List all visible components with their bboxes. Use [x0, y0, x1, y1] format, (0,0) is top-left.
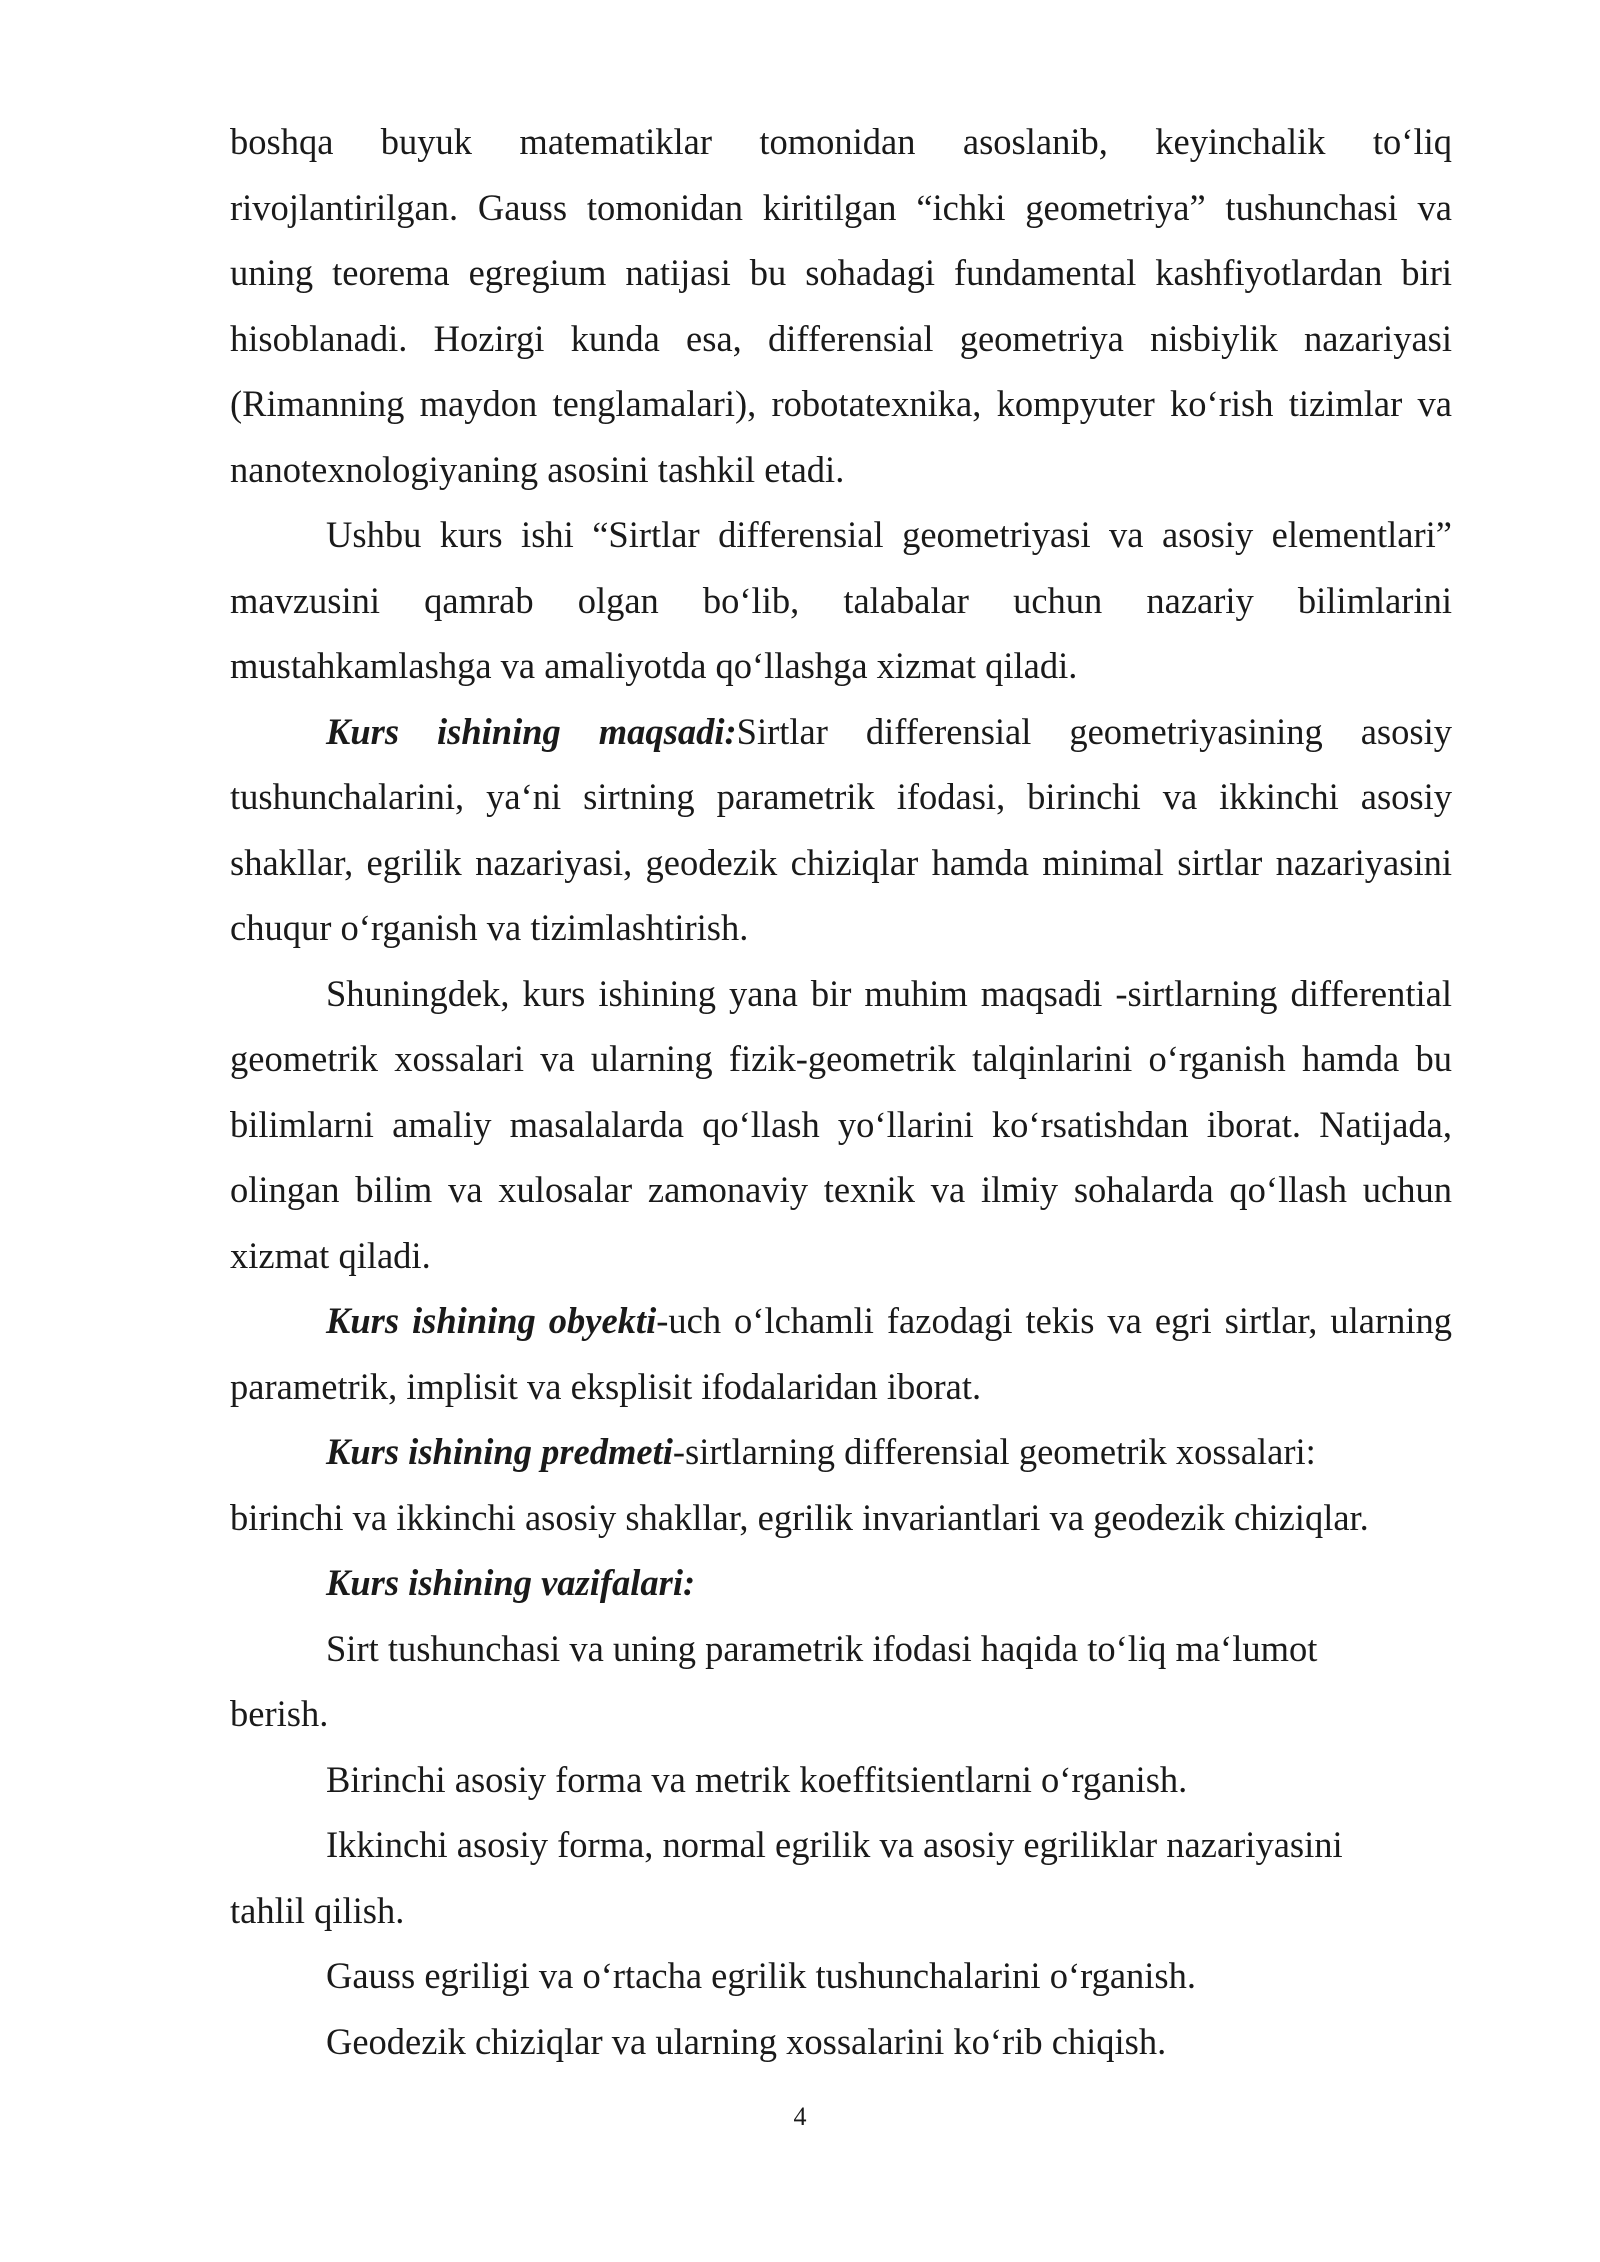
task-item-3: Ikkinchi asosiy forma, normal egrilik va asosiy egriliklar nazariyasini [326, 1824, 1343, 1865]
document-page [230, 109, 1452, 2074]
page-number: 4 [793, 2102, 807, 2131]
text-course-subject: -sirtlarning differensial geometrik xossalari: [672, 1431, 1316, 1472]
task-item-5: Geodezik chiziqlar va ularning xossalarini ko‘rib chiqish. [326, 2020, 1167, 2062]
paragraph-course-subject [230, 1419, 1452, 1485]
text-course-goal: Sirtlar differensial geometriyasining asosiy tushunchalarini, ya‘ni sirtning parametrik ifodasi, birinchi va ikkinchi asosiy shakllar, egrilik nazariyasi, geodezik chiziqlar hamda minimal sirtlar nazariyasini chuqur o‘rganish va tizimlashtirish. [230, 710, 1452, 948]
paragraph-course-subject-cont: birinchi va ikkinchi asosiy shakllar, egrilik invariantlari va geodezik chiziqlar. [230, 1496, 1369, 1538]
paragraph-gauss-history: boshqa buyuk matematiklar tomonidan asoslanib, keyinchalik to‘liq rivojlantirilgan. Gauss tomonidan kiritilgan “ichki geometriya” tushunchasi va uning teorema egregium natijasi bu sohadagi fundamental kashfiyotlardan biri hisoblanadi. Hozirgi kunda esa, differensial geometriya nisbiylik nazariyasi (Rimanning maydon tenglamalari), robotatexnika, kompyuter ko‘rish tizimlar va nanotexnologiyaning asosini tashkil etadi. [230, 121, 1452, 490]
task-item-2: Birinchi asosiy forma va metrik koeffitsientlarni o‘rganish. [326, 1758, 1188, 1800]
paragraph-course-topic: Ushbu kurs ishi “Sirtlar differensial geometriyasi va asosiy elementlari” mavzusini qamrab olgan bo‘lib, talabalar uchun nazariy bilimlarini mustahkamlashga va amaliyotda qo‘llashga xizmat qiladi. [230, 514, 1452, 686]
task-item-4: Gauss egriligi va o‘rtacha egrilik tushunchalarini o‘rganish. [326, 1955, 1197, 1996]
paragraph-course-object [230, 1288, 1452, 1419]
heading-course-subject: Kurs ishining predmeti [326, 1431, 673, 1472]
paragraph-course-goal [230, 699, 1452, 961]
task-item-1: Sirt tushunchasi va uning parametrik ifodasi haqida to‘liq ma‘lumot [326, 1627, 1318, 1669]
paragraph-additional-goal: Shuningdek, kurs ishining yana bir muhim maqsadi -sirtlarning differential geometrik xossalari va ularning fizik-geometrik talqinlarini o‘rganish hamda bu bilimlarni amaliy masalalarda qo‘llash yo‘llarini ko‘rsatishdan iborat. Natijada, olingan bilim va xulosalar zamonaviy texnik va ilmiy sohalarda qo‘llash uchun xizmat qiladi. [230, 972, 1452, 1276]
task-item-1-cont: berish. [230, 1693, 329, 1734]
task-item-3-cont: tahlil qilish. [230, 1889, 405, 1931]
heading-course-goal: Kurs ishining maqsadi: [326, 710, 737, 752]
heading-course-object: Kurs ishining obyekti [326, 1300, 657, 1341]
heading-course-tasks: Kurs ishining vazifalari: [326, 1562, 696, 1603]
text-course-object: -uch o‘lchamli fazodagi tekis va egri sirtlar, ularning parametrik, implisit va eksplisit ifodalaridan iborat. [230, 1300, 1452, 1407]
